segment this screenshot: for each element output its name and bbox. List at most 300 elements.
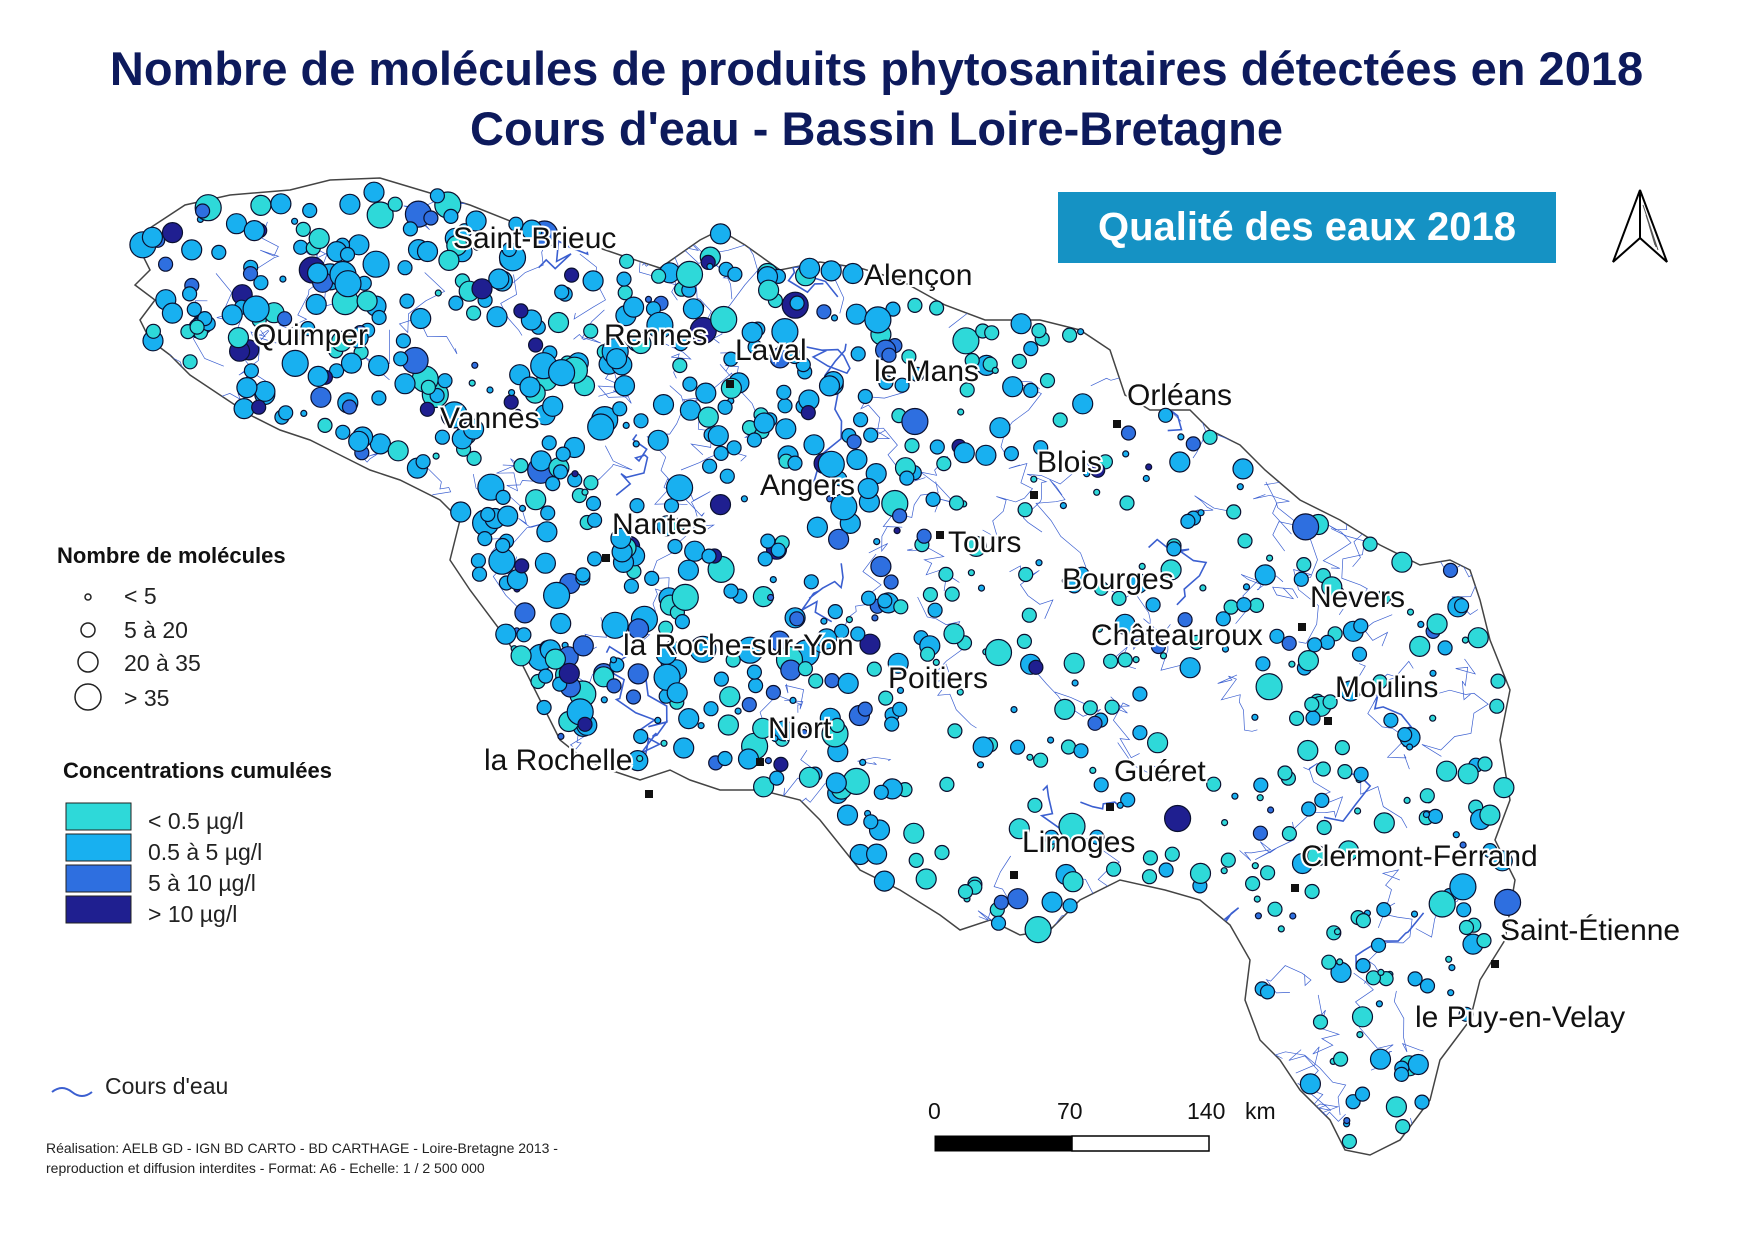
station-point bbox=[628, 664, 648, 684]
river-segment bbox=[323, 505, 361, 534]
station-point bbox=[624, 297, 644, 317]
station-point bbox=[1408, 972, 1422, 986]
station-point bbox=[1133, 687, 1147, 701]
station-point bbox=[1420, 789, 1434, 803]
station-point bbox=[343, 400, 357, 414]
river-segment bbox=[164, 492, 199, 516]
station-point bbox=[615, 376, 635, 396]
river-segment bbox=[1453, 445, 1475, 514]
station-point bbox=[817, 305, 831, 319]
station-point bbox=[1025, 917, 1051, 943]
station-point bbox=[182, 240, 202, 260]
station-point bbox=[1104, 654, 1118, 668]
station-point bbox=[1337, 959, 1343, 965]
station-point bbox=[514, 304, 528, 318]
station-point bbox=[1034, 753, 1048, 767]
station-point bbox=[667, 683, 687, 703]
size-legend-symbol-5-20 bbox=[81, 623, 95, 637]
station-point bbox=[1255, 565, 1275, 585]
river-segment bbox=[226, 1097, 262, 1145]
station-point bbox=[162, 303, 182, 323]
station-point bbox=[1024, 342, 1038, 356]
station-point bbox=[770, 771, 784, 785]
station-point bbox=[1453, 832, 1459, 838]
station-point bbox=[472, 279, 492, 299]
station-point bbox=[959, 885, 973, 899]
station-point bbox=[514, 459, 528, 473]
station-point bbox=[1314, 1015, 1328, 1029]
station-point bbox=[183, 287, 197, 301]
station-point bbox=[953, 328, 979, 354]
station-point bbox=[800, 258, 820, 278]
station-point bbox=[1289, 661, 1295, 667]
station-point bbox=[1063, 328, 1077, 342]
station-point bbox=[1146, 598, 1160, 612]
river-segment bbox=[977, 1018, 1002, 1039]
city-marker bbox=[1106, 803, 1114, 811]
station-point bbox=[1363, 537, 1377, 551]
city-label: Bourges bbox=[1062, 563, 1174, 596]
station-point bbox=[556, 447, 570, 461]
station-point bbox=[388, 441, 408, 461]
station-point bbox=[1268, 807, 1274, 813]
city-label: Guéret bbox=[1114, 755, 1206, 788]
color-legend-label-gt10: > 10 µg/l bbox=[148, 901, 238, 927]
station-point bbox=[1450, 874, 1476, 900]
station-point bbox=[1354, 767, 1368, 781]
size-legend-symbol-gt35 bbox=[75, 684, 101, 710]
city-label: Laval bbox=[735, 334, 807, 367]
station-point bbox=[754, 413, 774, 433]
station-point bbox=[296, 222, 310, 236]
station-point bbox=[633, 441, 639, 447]
station-point bbox=[1293, 514, 1319, 540]
station-point bbox=[771, 543, 785, 557]
color-legend-label-05-5: 0.5 à 5 µg/l bbox=[148, 839, 263, 865]
station-point bbox=[1237, 484, 1243, 490]
station-point bbox=[306, 294, 326, 314]
river-segment bbox=[669, 1100, 688, 1140]
station-point bbox=[583, 271, 603, 291]
station-point bbox=[703, 459, 717, 473]
size-legend-label-5-20: 5 à 20 bbox=[124, 617, 188, 643]
station-point bbox=[711, 307, 737, 333]
station-point bbox=[1335, 741, 1349, 755]
station-point bbox=[1060, 503, 1066, 509]
station-point bbox=[421, 380, 435, 394]
station-point bbox=[433, 453, 439, 459]
station-point bbox=[271, 194, 291, 214]
station-point bbox=[954, 443, 974, 463]
station-point bbox=[544, 582, 570, 608]
station-point bbox=[1221, 853, 1235, 867]
station-point bbox=[1290, 913, 1296, 919]
station-point bbox=[1317, 821, 1331, 835]
station-point bbox=[741, 496, 747, 502]
station-point bbox=[1094, 778, 1108, 792]
station-point bbox=[894, 600, 908, 614]
station-point bbox=[1449, 965, 1455, 971]
station-point bbox=[1378, 969, 1384, 975]
station-point bbox=[364, 182, 384, 202]
river-segment bbox=[246, 988, 271, 1038]
station-point bbox=[747, 665, 761, 679]
station-point bbox=[420, 402, 434, 416]
station-point bbox=[1161, 653, 1167, 659]
river-segment bbox=[677, 819, 740, 909]
city-marker bbox=[1291, 884, 1299, 892]
station-point bbox=[718, 715, 738, 735]
station-point bbox=[860, 759, 866, 765]
station-point bbox=[1408, 609, 1414, 615]
station-point bbox=[702, 549, 716, 563]
station-point bbox=[471, 554, 485, 568]
city-marker bbox=[936, 531, 944, 539]
station-point bbox=[1256, 674, 1282, 700]
station-point bbox=[1143, 870, 1157, 884]
station-point bbox=[1308, 638, 1322, 652]
station-point bbox=[251, 195, 271, 215]
station-point bbox=[790, 697, 796, 703]
station-point bbox=[1062, 740, 1076, 754]
station-point bbox=[838, 805, 858, 825]
station-point bbox=[698, 407, 718, 427]
station-point bbox=[487, 387, 493, 393]
station-point bbox=[1421, 979, 1435, 993]
station-point bbox=[535, 553, 555, 573]
river-segment bbox=[975, 1064, 1040, 1145]
station-point bbox=[1371, 1049, 1391, 1069]
station-point bbox=[212, 245, 226, 259]
station-point bbox=[1429, 891, 1455, 917]
station-point bbox=[858, 390, 872, 404]
station-point bbox=[1227, 505, 1241, 519]
station-point bbox=[708, 426, 728, 446]
river-segment bbox=[1406, 242, 1450, 308]
station-point bbox=[766, 686, 780, 700]
river-segment bbox=[569, 837, 595, 858]
city-marker bbox=[1491, 960, 1499, 968]
station-point bbox=[747, 433, 761, 447]
river-segment bbox=[1277, 1143, 1296, 1183]
station-point bbox=[1354, 619, 1368, 633]
station-point bbox=[788, 456, 802, 470]
station-point bbox=[1256, 657, 1270, 671]
station-point bbox=[623, 422, 629, 428]
station-point bbox=[554, 465, 568, 479]
station-point bbox=[720, 687, 740, 707]
station-point bbox=[735, 708, 741, 714]
river-segment bbox=[234, 1127, 266, 1189]
color-legend-label-lt05: < 0.5 µg/l bbox=[148, 808, 244, 834]
station-point bbox=[1028, 798, 1042, 812]
station-point bbox=[587, 497, 601, 511]
station-point bbox=[395, 374, 415, 394]
station-point bbox=[1107, 862, 1121, 876]
station-point bbox=[1315, 793, 1329, 807]
river-segment bbox=[880, 921, 921, 949]
color-legend-swatch bbox=[66, 865, 131, 892]
station-point bbox=[357, 291, 377, 311]
city-label: la Roche-sur-Yon bbox=[623, 629, 854, 662]
station-point bbox=[1019, 568, 1033, 582]
station-point bbox=[1036, 560, 1042, 566]
station-point bbox=[874, 539, 880, 545]
station-point bbox=[1032, 324, 1046, 338]
station-point bbox=[190, 320, 204, 334]
station-point bbox=[667, 475, 693, 501]
station-point bbox=[1181, 514, 1195, 528]
station-point bbox=[341, 248, 355, 262]
station-point bbox=[1446, 956, 1452, 962]
river-segment bbox=[547, 1005, 578, 1054]
station-point bbox=[1270, 629, 1284, 643]
river-segment bbox=[1446, 345, 1507, 398]
color-legend-title: Concentrations cumulées bbox=[63, 758, 332, 783]
city-label: Tours bbox=[948, 526, 1022, 559]
station-point bbox=[627, 690, 641, 704]
station-point bbox=[1427, 614, 1447, 634]
station-point bbox=[937, 457, 951, 471]
station-point bbox=[958, 409, 964, 415]
river-segment bbox=[963, 190, 1015, 258]
river-segment bbox=[228, 923, 296, 995]
station-point bbox=[1094, 489, 1100, 495]
station-point bbox=[1159, 863, 1173, 877]
station-point bbox=[1294, 572, 1308, 586]
river-segment bbox=[851, 1005, 893, 1051]
station-point bbox=[1376, 1001, 1382, 1007]
station-point bbox=[526, 490, 546, 510]
station-point bbox=[986, 640, 1012, 666]
station-point bbox=[1186, 437, 1200, 451]
color-legend-swatch bbox=[66, 834, 131, 861]
river-segment bbox=[302, 1145, 375, 1228]
station-point bbox=[1458, 764, 1478, 784]
station-point bbox=[1384, 713, 1398, 727]
station-point bbox=[403, 222, 417, 236]
river-segment bbox=[404, 578, 419, 632]
station-point bbox=[935, 846, 949, 860]
station-point bbox=[874, 871, 894, 891]
station-point bbox=[985, 326, 999, 340]
station-point bbox=[1396, 1120, 1410, 1134]
station-point bbox=[976, 445, 996, 465]
station-point bbox=[1410, 636, 1430, 656]
station-point bbox=[801, 406, 815, 420]
size-legend-symbol-20-35 bbox=[78, 652, 98, 672]
city-label: Rennes bbox=[604, 319, 708, 352]
station-point bbox=[1491, 674, 1505, 688]
river-segment bbox=[328, 875, 350, 918]
station-point bbox=[1250, 598, 1264, 612]
station-point bbox=[565, 268, 579, 282]
station-point bbox=[828, 605, 842, 619]
station-point bbox=[1372, 938, 1386, 952]
station-point bbox=[1297, 558, 1311, 572]
station-point bbox=[768, 595, 774, 601]
station-point bbox=[163, 223, 183, 243]
river-segment bbox=[643, 1055, 688, 1173]
station-point bbox=[1055, 699, 1075, 719]
station-point bbox=[1335, 929, 1341, 935]
station-point bbox=[843, 264, 863, 284]
station-point bbox=[1302, 802, 1316, 816]
station-point bbox=[467, 306, 481, 320]
credits-line2: reproduction et diffusion interdites - Format: A6 - Echelle: 1 / 2 500 000 bbox=[46, 1160, 485, 1176]
station-point bbox=[854, 413, 868, 427]
station-point bbox=[711, 224, 731, 244]
city-label: Blois bbox=[1037, 446, 1103, 479]
station-point bbox=[655, 717, 661, 723]
station-point bbox=[634, 414, 648, 428]
city-label: Poitiers bbox=[888, 662, 989, 695]
river-segment bbox=[520, 918, 569, 964]
station-point bbox=[146, 324, 160, 338]
size-legend-label-lt5: < 5 bbox=[124, 583, 157, 609]
city-marker bbox=[1010, 871, 1018, 879]
river-segment bbox=[192, 414, 222, 480]
station-point bbox=[1074, 744, 1088, 758]
station-point bbox=[646, 296, 652, 302]
station-point bbox=[727, 441, 741, 455]
city-label: Clermont-Ferrand bbox=[1301, 840, 1538, 873]
station-point bbox=[1468, 628, 1488, 648]
station-point bbox=[142, 227, 162, 247]
station-point bbox=[1222, 820, 1228, 826]
station-point bbox=[1123, 451, 1129, 457]
river-segment bbox=[1167, 179, 1195, 217]
station-point bbox=[584, 324, 598, 338]
station-point bbox=[714, 672, 728, 686]
station-point bbox=[900, 471, 914, 485]
city-label: Quimper bbox=[253, 319, 369, 352]
station-point bbox=[872, 615, 878, 621]
station-point bbox=[902, 409, 928, 435]
station-point bbox=[945, 587, 959, 601]
river-segment bbox=[653, 1005, 684, 1056]
station-point bbox=[601, 697, 607, 703]
station-point bbox=[825, 674, 839, 688]
station-point bbox=[1412, 911, 1418, 917]
river-segment bbox=[271, 993, 320, 1081]
station-point bbox=[1408, 1055, 1428, 1075]
station-point bbox=[917, 529, 931, 543]
river-segment bbox=[1389, 474, 1439, 520]
river-segment bbox=[1230, 356, 1267, 381]
river-segment bbox=[763, 870, 827, 918]
city-marker bbox=[1324, 717, 1332, 725]
station-point bbox=[909, 853, 923, 867]
river-segment bbox=[248, 1100, 304, 1133]
station-point bbox=[558, 733, 564, 739]
station-point bbox=[871, 557, 891, 577]
station-point bbox=[1404, 797, 1410, 803]
station-point bbox=[781, 660, 801, 680]
station-point bbox=[846, 304, 866, 324]
station-point bbox=[1048, 737, 1054, 743]
station-point bbox=[683, 377, 697, 391]
river-segment bbox=[452, 1039, 562, 1097]
station-point bbox=[939, 567, 953, 581]
scale-label-140: 140 bbox=[1187, 1098, 1226, 1124]
station-point bbox=[1244, 584, 1250, 590]
station-point bbox=[496, 539, 510, 553]
station-point bbox=[469, 380, 475, 386]
river-segment bbox=[1458, 185, 1489, 244]
river-segment bbox=[1136, 257, 1176, 290]
station-point bbox=[1356, 959, 1370, 973]
quality-badge: Qualité des eaux 2018 bbox=[1058, 192, 1556, 263]
station-point bbox=[1407, 744, 1413, 750]
river-segment bbox=[1281, 330, 1314, 365]
station-point bbox=[1267, 555, 1273, 561]
station-point bbox=[749, 679, 763, 693]
station-point bbox=[1200, 585, 1206, 591]
station-point bbox=[1024, 383, 1038, 397]
river-segment bbox=[440, 890, 505, 934]
station-point bbox=[1105, 700, 1119, 714]
station-point bbox=[1268, 902, 1282, 916]
station-point bbox=[770, 577, 776, 583]
station-point bbox=[979, 585, 985, 591]
river-segment bbox=[1489, 1037, 1539, 1062]
station-point bbox=[529, 338, 543, 352]
station-point bbox=[893, 509, 907, 523]
station-point bbox=[654, 395, 674, 415]
station-point bbox=[1165, 806, 1191, 832]
station-point bbox=[826, 773, 846, 793]
station-point bbox=[798, 662, 812, 676]
river-segment bbox=[1419, 274, 1478, 306]
station-point bbox=[1063, 899, 1077, 913]
station-point bbox=[672, 584, 698, 610]
station-point bbox=[1298, 741, 1318, 761]
station-point bbox=[1305, 885, 1319, 899]
station-point bbox=[867, 662, 881, 676]
station-point bbox=[864, 428, 878, 442]
station-point bbox=[1146, 464, 1152, 470]
station-point bbox=[1252, 714, 1258, 720]
station-point bbox=[637, 756, 643, 762]
station-point bbox=[674, 738, 694, 758]
river-segment bbox=[854, 199, 899, 242]
station-point bbox=[394, 352, 408, 366]
station-point bbox=[916, 869, 936, 889]
station-point bbox=[1254, 896, 1260, 902]
station-point bbox=[1167, 542, 1181, 556]
station-point bbox=[1438, 641, 1452, 655]
station-point bbox=[537, 522, 557, 542]
station-point bbox=[720, 469, 734, 483]
river-segment bbox=[504, 966, 573, 1062]
station-point bbox=[318, 418, 332, 432]
station-point bbox=[539, 669, 553, 683]
river-segment bbox=[999, 1149, 1068, 1193]
station-point bbox=[804, 575, 818, 589]
station-point bbox=[1320, 635, 1334, 649]
station-point bbox=[675, 615, 689, 629]
station-point bbox=[1494, 778, 1514, 798]
station-point bbox=[1462, 637, 1468, 643]
station-point bbox=[1278, 926, 1284, 932]
station-point bbox=[430, 189, 444, 203]
station-point bbox=[308, 366, 328, 386]
station-point bbox=[282, 350, 308, 376]
station-point bbox=[874, 785, 888, 799]
station-point bbox=[821, 261, 841, 281]
station-point bbox=[1122, 426, 1136, 440]
